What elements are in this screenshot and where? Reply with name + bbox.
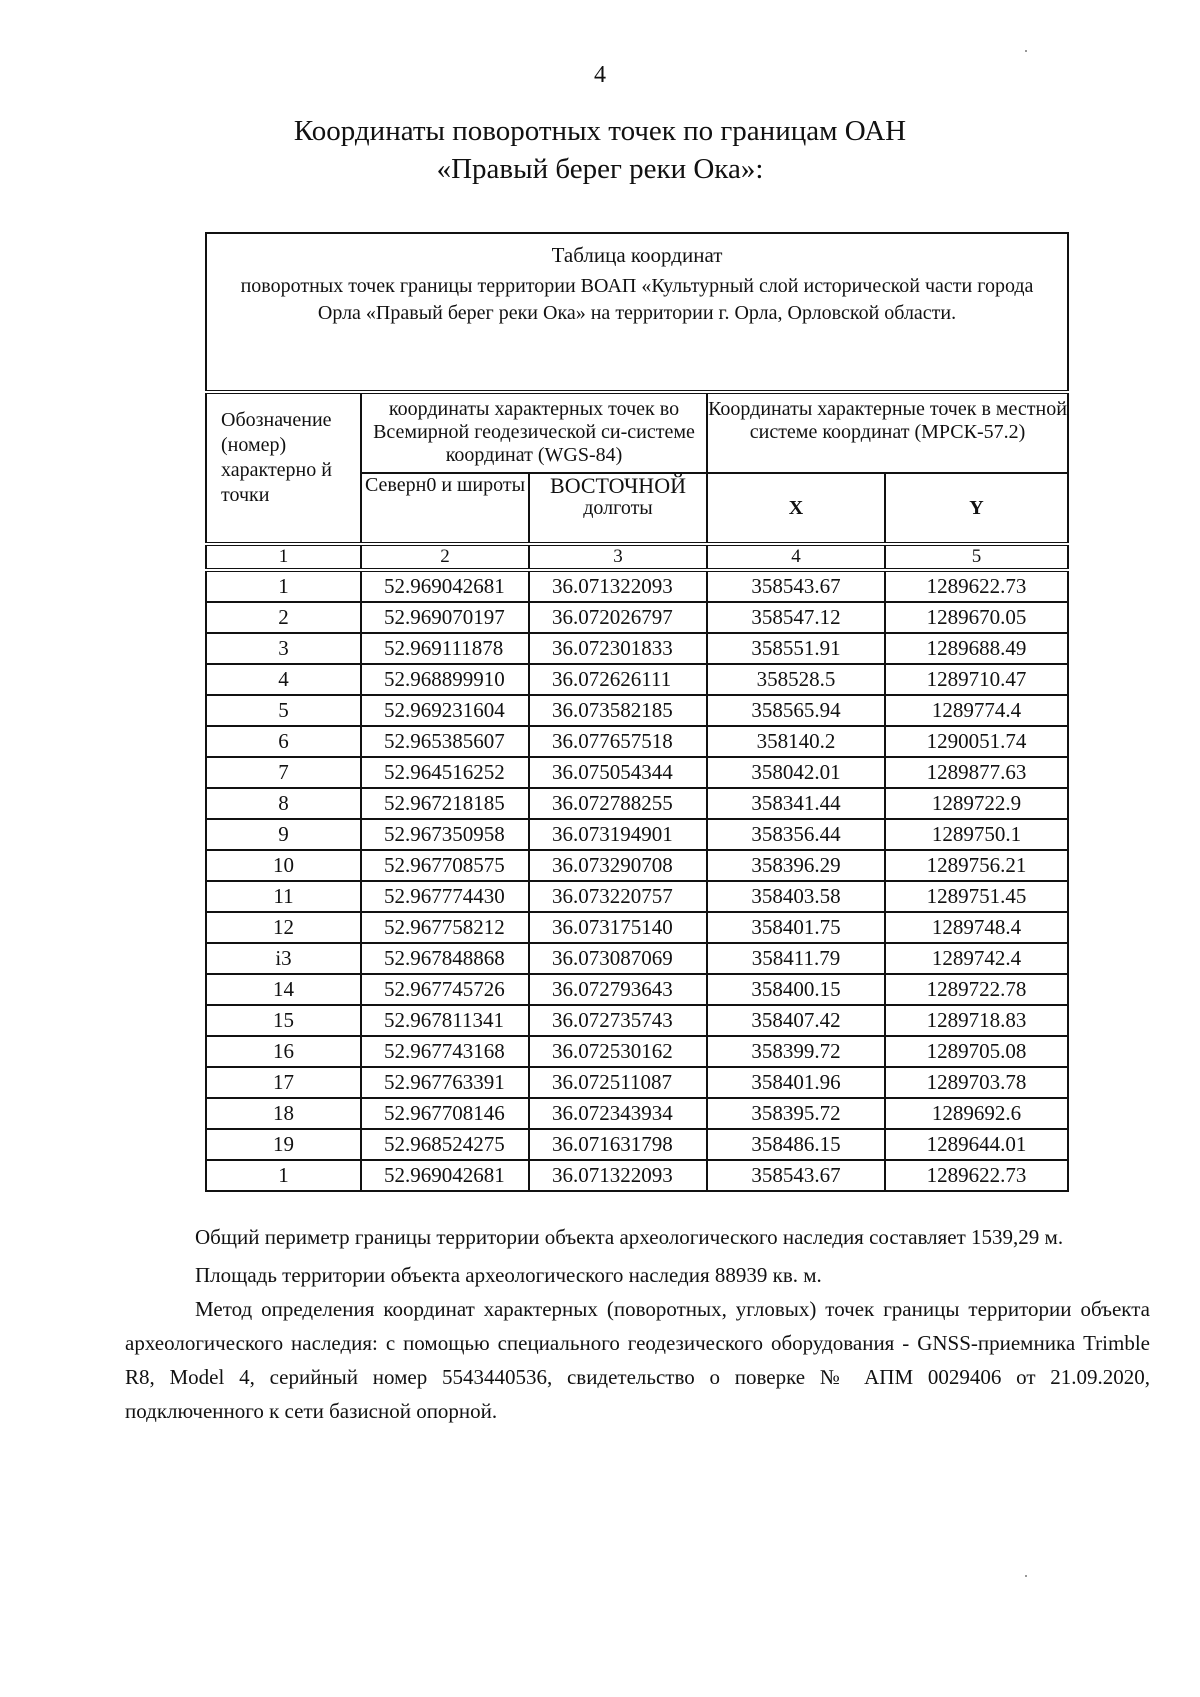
cell-num: 2 xyxy=(206,602,361,633)
cell-lat: 52.967708575 xyxy=(361,850,529,881)
scan-speck xyxy=(1025,50,1027,52)
cell-x: 358486.15 xyxy=(707,1129,885,1160)
cell-num: 3 xyxy=(206,633,361,664)
cell-lon: 36.073087069 xyxy=(529,943,707,974)
table-row xyxy=(206,1129,1068,1160)
column-index-cell: 1 xyxy=(206,544,361,570)
cell-lat: 52.964516252 xyxy=(361,757,529,788)
cell-num: 16 xyxy=(206,1036,361,1067)
cell-num: 15 xyxy=(206,1005,361,1036)
cell-lon: 36.072343934 xyxy=(529,1098,707,1129)
column-index-cell: 3 xyxy=(529,544,707,570)
cell-lat: 52.967763391 xyxy=(361,1067,529,1098)
table-row xyxy=(206,788,1068,819)
cell-lon: 36.073220757 xyxy=(529,881,707,912)
cell-lat: 52.969070197 xyxy=(361,602,529,633)
cell-x: 358395.72 xyxy=(707,1098,885,1129)
cell-lon: 36.071322093 xyxy=(529,570,707,602)
cell-y: 1289742.4 xyxy=(885,943,1068,974)
cell-num: 8 xyxy=(206,788,361,819)
cell-num: 1 xyxy=(206,1160,361,1191)
table-row xyxy=(206,1160,1068,1191)
cell-lat: 52.969042681 xyxy=(361,1160,529,1191)
page-number: 4 xyxy=(594,62,606,88)
column-index-cell: 2 xyxy=(361,544,529,570)
table-row xyxy=(206,974,1068,1005)
header-longitude-bottom: долготы xyxy=(583,497,653,519)
header-longitude xyxy=(529,473,707,544)
cell-lon: 36.072530162 xyxy=(529,1036,707,1067)
table-row xyxy=(206,1067,1068,1098)
cell-y: 1289703.78 xyxy=(885,1067,1068,1098)
table-row xyxy=(206,819,1068,850)
cell-lon: 36.075054344 xyxy=(529,757,707,788)
cell-x: 358411.79 xyxy=(707,943,885,974)
cell-lat: 52.965385607 xyxy=(361,726,529,757)
cell-lon: 36.072301833 xyxy=(529,633,707,664)
table-row xyxy=(206,664,1068,695)
cell-lon: 36.073194901 xyxy=(529,819,707,850)
table-row xyxy=(206,912,1068,943)
cell-num: 17 xyxy=(206,1067,361,1098)
heading-line-1: Координаты поворотных точек по границам ОАН xyxy=(293,115,907,147)
table-row xyxy=(206,633,1068,664)
cell-y: 1289644.01 xyxy=(885,1129,1068,1160)
header-local-group: Координаты характерные точек в местной системе координат (МРСК-57.2) xyxy=(707,392,1068,473)
cell-lat: 52.967848868 xyxy=(361,943,529,974)
cell-y: 1289670.05 xyxy=(885,602,1068,633)
cell-lon: 36.072026797 xyxy=(529,602,707,633)
cell-num: 9 xyxy=(206,819,361,850)
cell-lat: 52.967743168 xyxy=(361,1036,529,1067)
cell-num: 18 xyxy=(206,1098,361,1129)
cell-num: 6 xyxy=(206,726,361,757)
cell-x: 358547.12 xyxy=(707,602,885,633)
header-designation: Обозначение (номер) характерно й точки xyxy=(206,392,361,544)
cell-lon: 36.072626111 xyxy=(529,664,707,695)
cell-lat: 52.968524275 xyxy=(361,1129,529,1160)
perimeter-paragraph: Общий периметр границы территории объекта археологического наследия составляет 1539,29 м. xyxy=(195,1225,1064,1249)
cell-x: 358543.67 xyxy=(707,1160,885,1191)
cell-x: 358565.94 xyxy=(707,695,885,726)
cell-x: 358356.44 xyxy=(707,819,885,850)
cell-y: 1289722.9 xyxy=(885,788,1068,819)
cell-num: 4 xyxy=(206,664,361,695)
cell-lat: 52.968899910 xyxy=(361,664,529,695)
cell-lat: 52.969042681 xyxy=(361,570,529,602)
cell-y: 1289877.63 xyxy=(885,757,1068,788)
cell-x: 358042.01 xyxy=(707,757,885,788)
table-caption xyxy=(206,233,1068,392)
cell-lat: 52.969111878 xyxy=(361,633,529,664)
table-row xyxy=(206,726,1068,757)
cell-lat: 52.967350958 xyxy=(361,819,529,850)
cell-lon: 36.072511087 xyxy=(529,1067,707,1098)
cell-lon: 36.071322093 xyxy=(529,1160,707,1191)
cell-y: 1290051.74 xyxy=(885,726,1068,757)
cell-lat: 52.967811341 xyxy=(361,1005,529,1036)
header-x: X xyxy=(707,473,885,544)
cell-lon: 36.077657518 xyxy=(529,726,707,757)
table-caption-body: поворотных точек границы территории ВОАП «Культурный слой исторической части города Орла «Правый берег реки Ока» на территории г. Орла, Орловской области. xyxy=(240,275,1034,324)
cell-x: 358400.15 xyxy=(707,974,885,1005)
heading-line-2: «Правый берег реки Ока»: xyxy=(436,153,764,185)
cell-lat: 52.967758212 xyxy=(361,912,529,943)
cell-y: 1289688.49 xyxy=(885,633,1068,664)
cell-x: 358407.42 xyxy=(707,1005,885,1036)
cell-x: 358396.29 xyxy=(707,850,885,881)
cell-x: 358401.75 xyxy=(707,912,885,943)
header-longitude-top: ВОСТОЧНОЙ xyxy=(550,473,686,498)
cell-y: 1289622.73 xyxy=(885,570,1068,602)
table-row xyxy=(206,850,1068,881)
cell-lon: 36.073290708 xyxy=(529,850,707,881)
table-row xyxy=(206,943,1068,974)
table-row xyxy=(206,881,1068,912)
table-row xyxy=(206,695,1068,726)
cell-lon: 36.072788255 xyxy=(529,788,707,819)
cell-lat: 52.967745726 xyxy=(361,974,529,1005)
table-row xyxy=(206,602,1068,633)
cell-num: 14 xyxy=(206,974,361,1005)
cell-lon: 36.072735743 xyxy=(529,1005,707,1036)
cell-num: 7 xyxy=(206,757,361,788)
cell-num: 1 xyxy=(206,570,361,602)
cell-y: 1289756.21 xyxy=(885,850,1068,881)
header-y: Y xyxy=(885,473,1068,544)
table-row xyxy=(206,1005,1068,1036)
cell-lat: 52.967218185 xyxy=(361,788,529,819)
cell-lat: 52.967774430 xyxy=(361,881,529,912)
cell-x: 358543.67 xyxy=(707,570,885,602)
cell-y: 1289718.83 xyxy=(885,1005,1068,1036)
cell-lat: 52.967708146 xyxy=(361,1098,529,1129)
cell-num: 11 xyxy=(206,881,361,912)
table-row xyxy=(206,757,1068,788)
coordinates-table xyxy=(205,232,1069,1192)
cell-y: 1289748.4 xyxy=(885,912,1068,943)
table-row xyxy=(206,1036,1068,1067)
cell-lon: 36.073582185 xyxy=(529,695,707,726)
column-index-cell: 4 xyxy=(707,544,885,570)
cell-x: 358341.44 xyxy=(707,788,885,819)
table-row xyxy=(206,570,1068,602)
cell-num: 19 xyxy=(206,1129,361,1160)
cell-num: i3 xyxy=(206,943,361,974)
cell-x: 358528.5 xyxy=(707,664,885,695)
cell-y: 1289710.47 xyxy=(885,664,1068,695)
area-paragraph: Площадь территории объекта археологического наследия 88939 кв. м. xyxy=(195,1263,822,1287)
page-heading xyxy=(0,112,1200,188)
table-caption-title: Таблица координат xyxy=(551,243,723,267)
header-wgs-group: координаты характерных точек во Всемирной геодезической си-системе координат (WGS-84) xyxy=(361,392,707,473)
cell-num: 12 xyxy=(206,912,361,943)
table-row xyxy=(206,1098,1068,1129)
column-index-row xyxy=(206,544,1068,570)
cell-x: 358551.91 xyxy=(707,633,885,664)
cell-y: 1289722.78 xyxy=(885,974,1068,1005)
cell-lon: 36.072793643 xyxy=(529,974,707,1005)
cell-y: 1289705.08 xyxy=(885,1036,1068,1067)
scan-speck xyxy=(1025,1575,1027,1577)
cell-y: 1289750.1 xyxy=(885,819,1068,850)
cell-x: 358403.58 xyxy=(707,881,885,912)
method-paragraph: Метод определения координат характерных (поворотных, угловых) точек границы территории объекта археологического наследия: с помощью специального геодезического оборудования - GNSS-приемника Trimble R8, Model 4, серийный номер 5543440536, свидетельство о поверке № АПМ 0029406 от 21.09.2020, подключенного к сети базисной опорной. xyxy=(125,1297,1150,1423)
cell-y: 1289622.73 xyxy=(885,1160,1068,1191)
header-latitude: Северн0 и широты xyxy=(361,473,529,544)
cell-y: 1289774.4 xyxy=(885,695,1068,726)
column-index-cell: 5 xyxy=(885,544,1068,570)
cell-num: 10 xyxy=(206,850,361,881)
cell-y: 1289692.6 xyxy=(885,1098,1068,1129)
cell-num: 5 xyxy=(206,695,361,726)
cell-x: 358401.96 xyxy=(707,1067,885,1098)
cell-lon: 36.071631798 xyxy=(529,1129,707,1160)
cell-lat: 52.969231604 xyxy=(361,695,529,726)
cell-lon: 36.073175140 xyxy=(529,912,707,943)
cell-x: 358399.72 xyxy=(707,1036,885,1067)
cell-x: 358140.2 xyxy=(707,726,885,757)
cell-y: 1289751.45 xyxy=(885,881,1068,912)
